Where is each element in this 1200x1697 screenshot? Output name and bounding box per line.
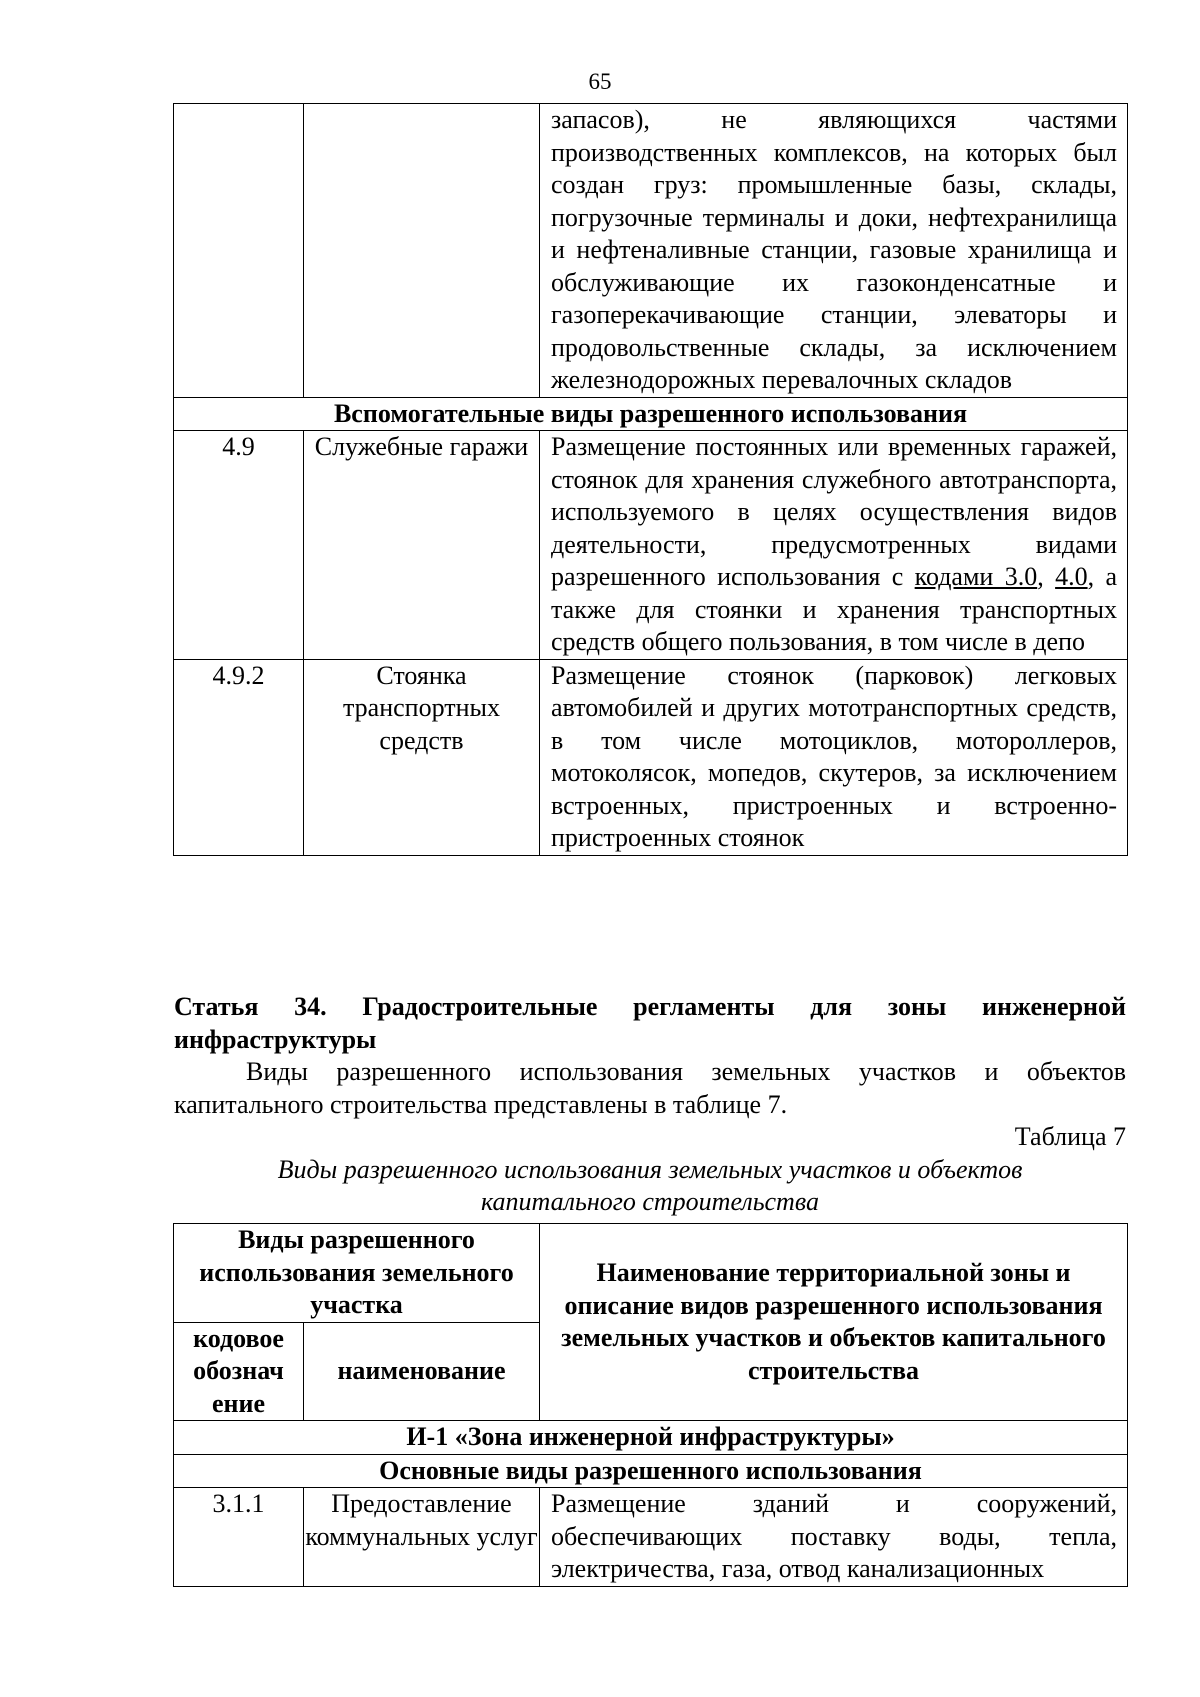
table-label: Таблица 7 (1014, 1122, 1126, 1151)
description-cell (540, 431, 1128, 660)
table-header-row (174, 1224, 1128, 1323)
header-zone-description: Наименование территориальной зоны и описание видов разрешенного использования земельных участков и объектов капитального строительства (540, 1224, 1128, 1421)
name-cell: Стоянка транспортных средств (304, 659, 540, 855)
article-block (174, 991, 1126, 1219)
section-header-auxiliary: Вспомогательные виды разрешенного использования (174, 397, 1128, 431)
code-cell (174, 104, 304, 398)
table-caption: Виды разрешенного использования земельных участков и объектов капитального строительства (277, 1154, 1023, 1216)
name-cell: Служебные гаражи (304, 431, 540, 660)
section-header-row (174, 397, 1128, 431)
name-cell (304, 104, 540, 398)
table-row (174, 1488, 1128, 1587)
separator-text: , (1037, 562, 1056, 591)
article-body: Виды разрешенного использования земельных участков и объектов капитального строительства представлены в таблице 7. (174, 1057, 1126, 1119)
description-text-end: , а также для стоянки и хранения транспортных средств общего пользования, в том числе в депо (551, 562, 1118, 656)
section-header-main: Основные виды разрешенного использования (174, 1454, 1128, 1488)
header-name: наименование (304, 1322, 540, 1421)
land-use-table-continued (173, 103, 1128, 856)
code-cell: 3.1.1 (174, 1488, 304, 1587)
code-link-3-0[interactable]: кодами 3.0 (914, 562, 1038, 591)
description-text: Размещение постоянных или временных гаражей, стоянок для хранения служебного автотранспорта, используемого в целях осуществления видов деятельности, предусмотренных видами разрешенного использования с (551, 432, 1117, 591)
land-use-table-7 (173, 1223, 1128, 1587)
description-cell: запасов), не являющихся частями производственных комплексов, на которых был создан груз: промышленные базы, склады, погрузочные терминалы и доки, нефтехранилища и нефтеналивные станции, газовые хранилища и обслуживающие их газоконденсатные и газоперекачивающие станции, элеваторы и продовольственные склады, за исключением железнодорожных перевалочных складов (540, 104, 1128, 398)
zone-title: И-1 «Зона инженерной инфраструктуры» (174, 1421, 1128, 1455)
code-link-4-0[interactable]: 4.0 (1055, 562, 1088, 591)
section-header-row (174, 1454, 1128, 1488)
header-code: кодовое обознач ение (174, 1322, 304, 1421)
description-cell: Размещение стоянок (парковок) легковых автомобилей и других мототранспортных средств, в том числе мотоциклов, мотороллеров, мотоколясок, мопедов, скутеров, за исключением встроенных, пристроенных и встроенно-пристроенных стоянок (540, 659, 1128, 855)
code-cell: 4.9 (174, 431, 304, 660)
header-land-use-group: Виды разрешенного использования земельного участка (174, 1224, 540, 1323)
page-number: 65 (588, 69, 612, 94)
article-title: Статья 34. Градостроительные регламенты для зоны инженерной инфраструктуры (174, 992, 1126, 1054)
zone-row (174, 1421, 1128, 1455)
description-cell: Размещение зданий и сооружений, обеспечивающих поставку воды, тепла, электричества, газа, отвод канализационных (540, 1488, 1128, 1587)
table-row (174, 431, 1128, 660)
code-cell: 4.9.2 (174, 659, 304, 855)
name-cell: Предоставление коммунальных услуг (304, 1488, 540, 1587)
table-row (174, 659, 1128, 855)
table-row (174, 104, 1128, 398)
